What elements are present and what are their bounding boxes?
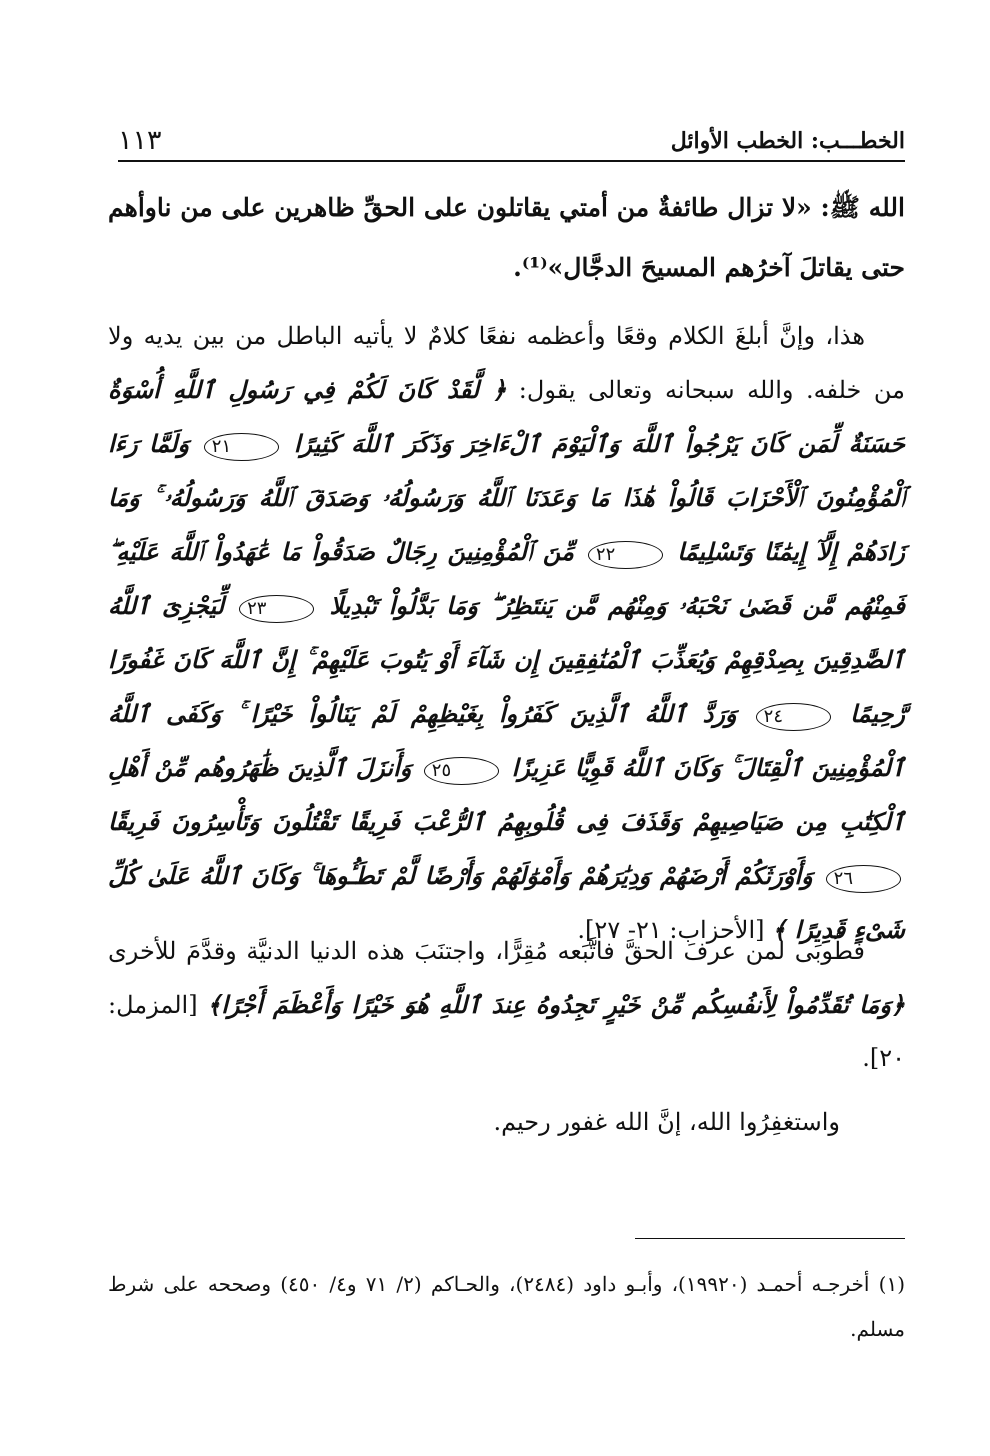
hadith-quote: الله ﷺ: «لا تزال طائفةٌ من أمتي يقاتلون على الحقِّ ظاهرين على من ناوأهم حتى يقاتلَ آخرُهم المسيحَ الدجَّال»⁽¹⁾.	[108, 193, 905, 282]
quran-verse-25: وَرَدَّ ٱللَّهُ ٱلَّذِينَ كَفَرُواْ بِغَيْظِهِمْ لَمْ يَنَالُواْ خَيْرًا ۚ وَكَفَى ٱللَّهُ ٱلْمُؤْمِنِينَ ٱلْقِتَالَ ۚ وَكَانَ ٱللَّهُ قَوِيًّا عَزِيزًا	[108, 699, 905, 782]
paragraph-muzzammil	[108, 925, 905, 1085]
quran-verse-26: وَأَنزَلَ ٱلَّذِينَ ظَٰهَرُوهُم مِّنْ أَهْلِ ٱلْكِتَٰبِ مِن صَيَاصِيهِمْ وَقَذَفَ فِى قُلُوبِهِمُ ٱلرُّعْبَ فَرِيقًا تَقْتُلُونَ وَتَأْسِرُونَ فَرِيقًا	[108, 753, 905, 836]
quran-verse-23: مِّنَ ٱلْمُؤْمِنِينَ رِجَالٌ صَدَقُواْ مَا عَٰهَدُواْ ٱللَّهَ عَلَيْهِ ۖ فَمِنْهُم مَّن قَضَىٰ نَحْبَهُۥ وَمِنْهُم مَّن يَنتَظِرُ ۖ وَمَا بَدَّلُواْ تَبْدِيلًا	[108, 537, 905, 620]
quran-verse-22: وَلَمَّا رَءَا ٱلْمُؤْمِنُونَ ٱلْأَحْزَابَ قَالُواْ هَٰذَا مَا وَعَدَنَا ٱللَّهُ وَرَسُولُهُۥ وَصَدَقَ ٱللَّهُ وَرَسُولُهُۥ ۚ وَمَا زَادَهُمْ إِلَّآ إِيمَٰنًا وَتَسْلِيمًا	[108, 429, 905, 566]
ayah-number-marker: ٢١	[204, 433, 279, 461]
quran-verse-21: ﴿ لَّقَدْ كَانَ لَكُمْ فِي رَسُولِ ٱللَّهِ أُسْوَةٌ حَسَنَةٌ لِّمَن كَانَ يَرْجُواْ ٱللَّهَ وَٱلْيَوْمَ ٱلْءَاخِرَ وَذَكَرَ ٱللَّهَ كَثِيرًا	[108, 375, 905, 458]
ayah-number-marker: ٢٤	[756, 703, 831, 731]
quran-verse-muzzammil: ﴿وَمَا تُقَدِّمُواْ لِأَنفُسِكُم مِّنْ خَيْرٍ تَجِدُوهُ عِندَ ٱللَّهِ هُوَ خَيْرًا وَأَعْظَمَ أَجْرًا﴾	[207, 990, 905, 1019]
footnote: (١) أخرجـه أحمـد (١٩٩٢٠)، وأبـو داود (٢٤٨٤)، والحـاكم (٢/ ٧١ و٤/ ٤٥٠) وصححه على شرط مسلم.	[108, 1272, 905, 1341]
quran-citation: [المزمل: ٢٠].	[108, 991, 905, 1072]
page-header	[118, 118, 905, 162]
ayah-number-marker: ٢٣	[239, 595, 314, 623]
running-title: الخطـــب: الخطب الأوائل	[670, 128, 905, 154]
paragraph-intro: هذا، وإنَّ أبلغَ الكلام وقعًا وأعظمه نفعًا كلامٌ لا يأتيه الباطل من بين يديه ولا من خلفه. والله سبحانه وتعالى يقول:	[108, 322, 905, 404]
quran-verse-27: وَأَوْرَثَكُمْ أَرْضَهُمْ وَدِيَٰرَهُمْ وَأَمْوَٰلَهُمْ وَأَرْضًا لَّمْ تَطَـُٔوهَا ۚ وَكَانَ ٱللَّهُ عَلَىٰ كُلِّ شَىْءٍ قَدِيرًا ﴾	[108, 861, 905, 944]
page-number: ١١٣	[118, 125, 162, 156]
footnote-separator	[635, 1238, 905, 1239]
closing-line: واستغفِرُوا الله، إنَّ الله غفور رحيم.	[493, 1108, 840, 1136]
quran-verse-24: لِّيَجْزِىَ ٱللَّهُ ٱلصَّٰدِقِينَ بِصِدْقِهِمْ وَيُعَذِّبَ ٱلْمُنَٰفِقِينَ إِن شَآءَ أَوْ يَتُوبَ عَلَيْهِمْ ۚ إِنَّ ٱللَّهَ كَانَ غَفُورًا رَّحِيمًا	[108, 591, 905, 728]
ayah-number-marker: ٢٢	[588, 541, 663, 569]
paragraph-intro: فطُوبَى لمن عرفَ الحقَّ فاتَّبَعه مُقِرًّا، واجتنَبَ هذه الدنيا الدنيَّة وقدَّمَ للأخرى	[108, 937, 865, 965]
ayah-number-marker: ٢٥	[424, 757, 499, 785]
ayah-number-marker: ٢٦	[826, 865, 901, 893]
quran-citation: [الأحزاب: ٢١- ٢٧].	[577, 916, 765, 944]
paragraph-quran-ahzab	[108, 310, 905, 957]
